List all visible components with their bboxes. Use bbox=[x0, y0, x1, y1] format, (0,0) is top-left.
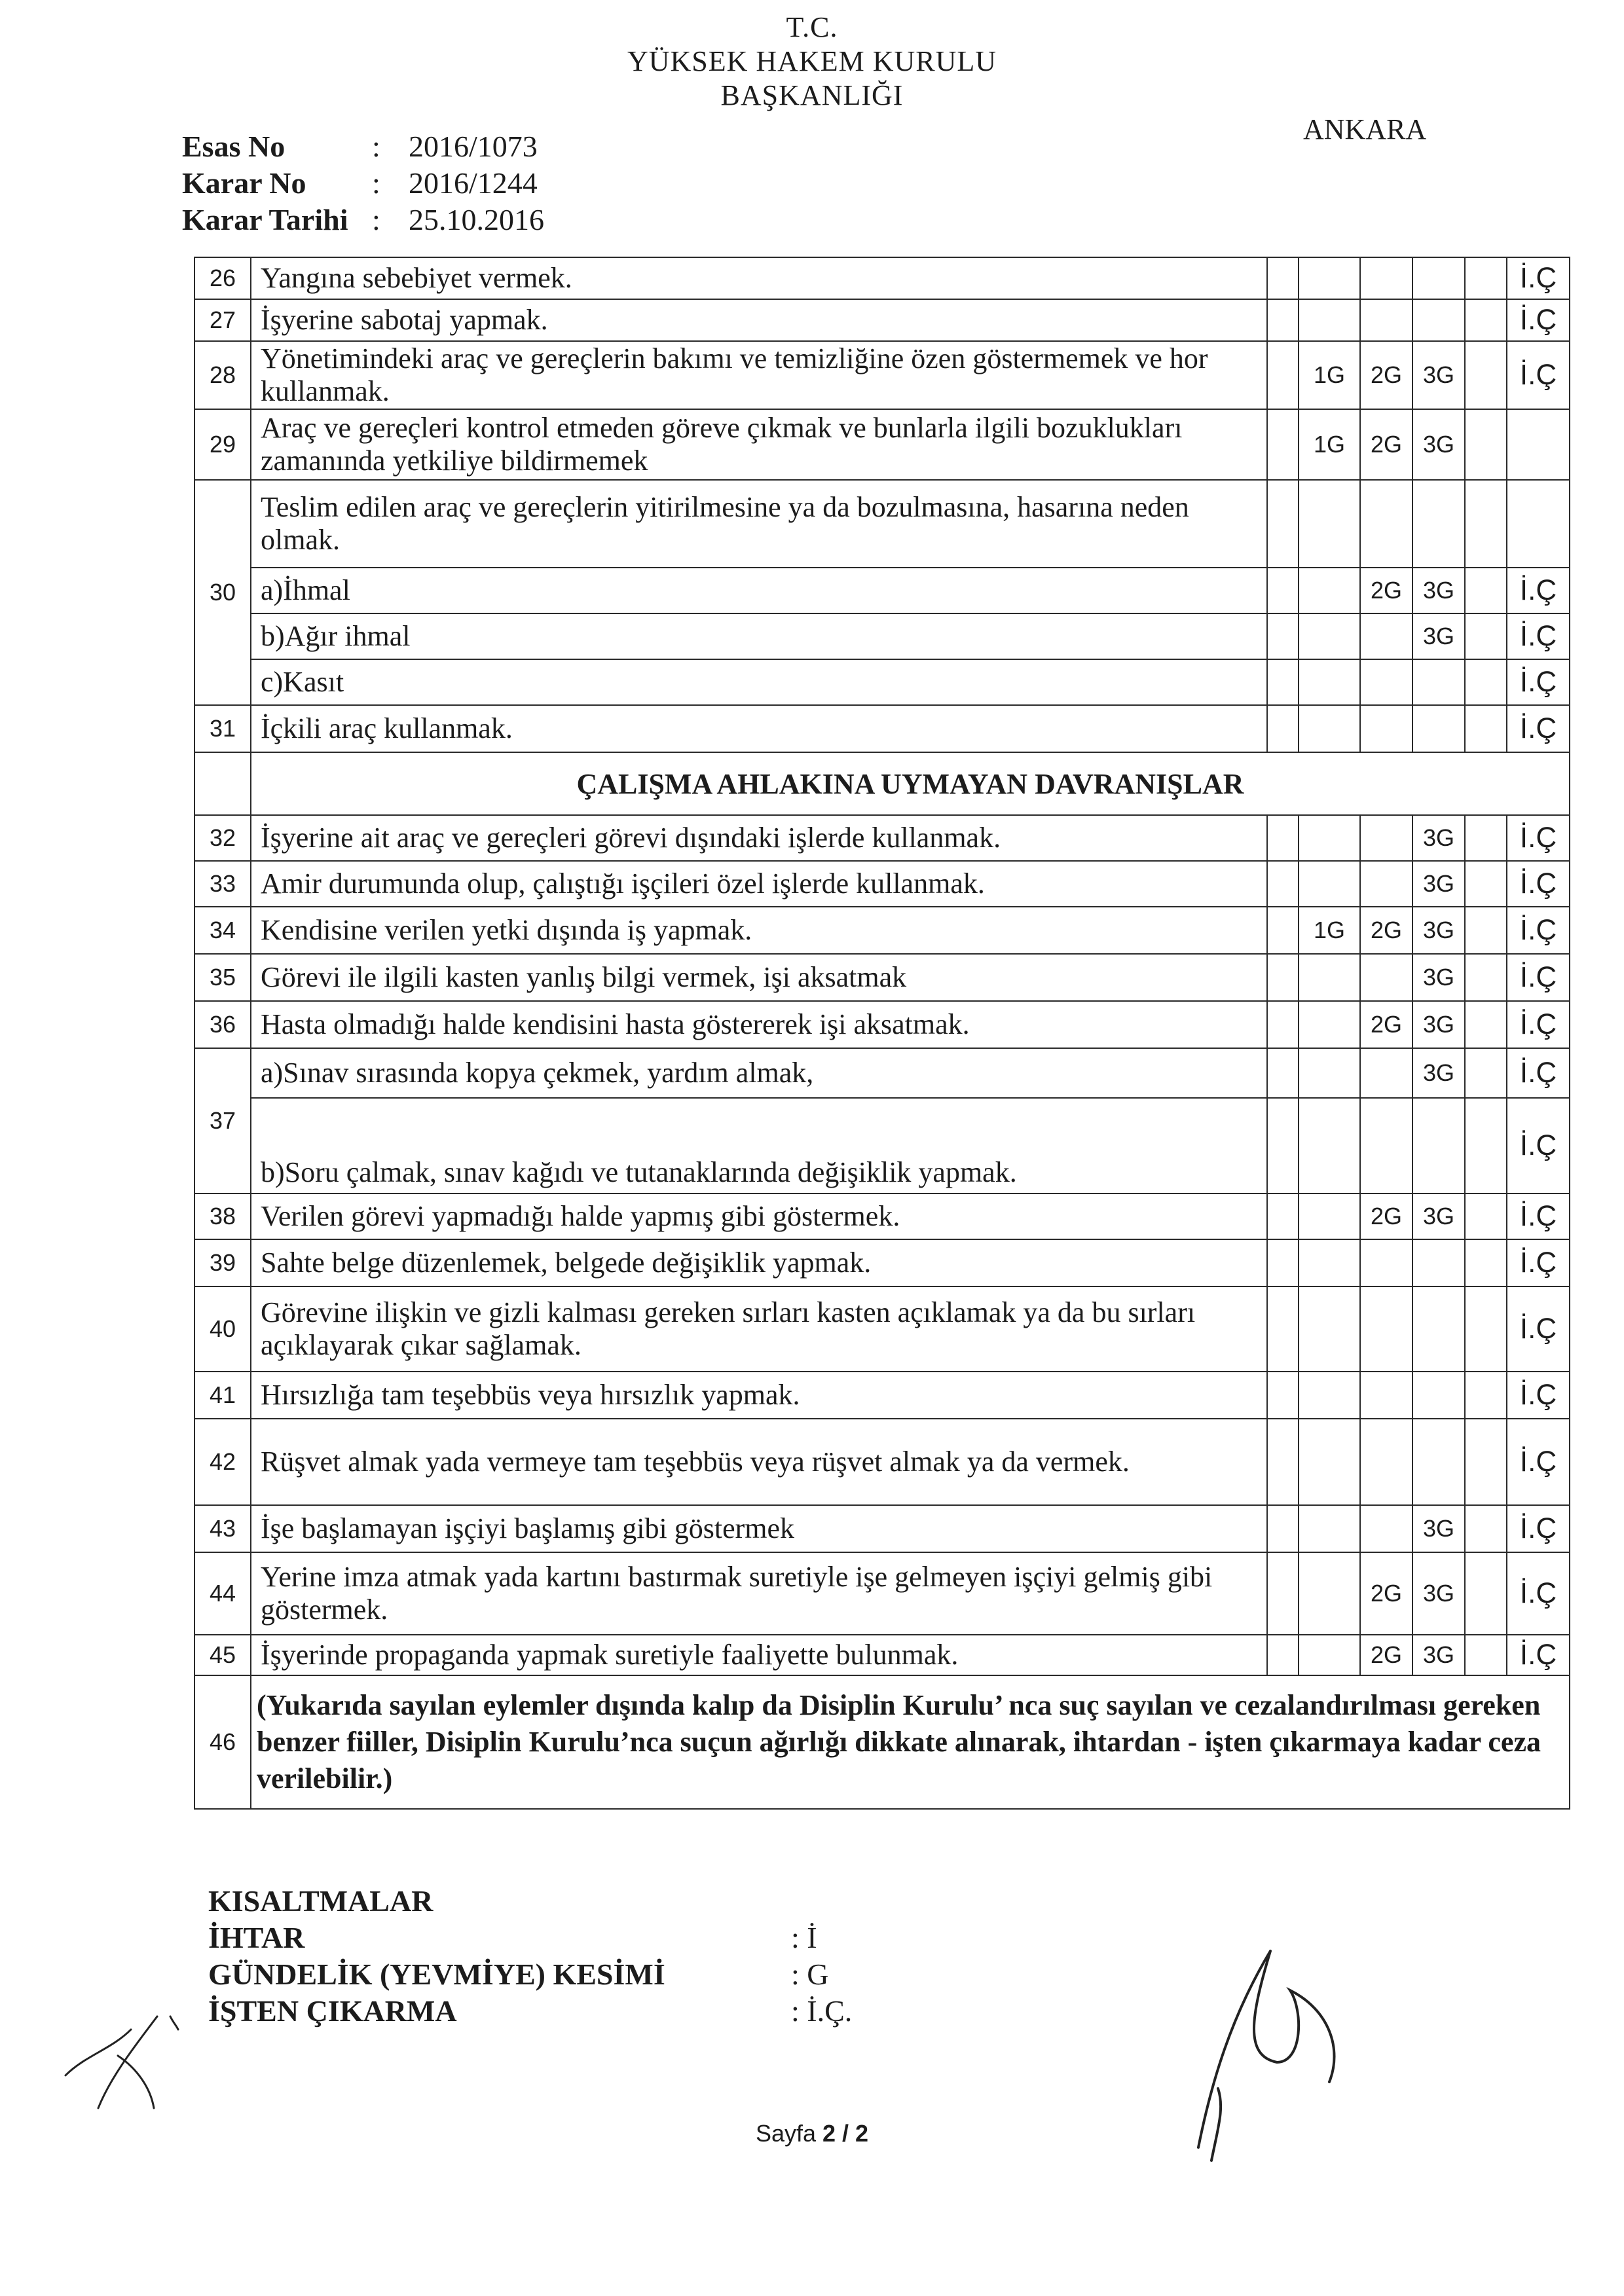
meta-label: Karar Tarihi bbox=[182, 203, 348, 236]
penalty-3g bbox=[1412, 1239, 1465, 1286]
row-description: Rüşvet almak yada vermeye tam teşebbüs veya rüşvet almak ya da vermek. bbox=[251, 1419, 1267, 1505]
row-description: b)Soru çalmak, sınav kağıdı ve tutanaklarında değişiklik yapmak. bbox=[251, 1098, 1267, 1194]
penalty-dismissal: İ.Ç bbox=[1507, 1505, 1570, 1552]
table-row bbox=[194, 1635, 1570, 1675]
meta-row-tarih bbox=[182, 202, 544, 238]
penalty-2g: 2G bbox=[1360, 1552, 1412, 1635]
penalty-1g: 1G bbox=[1299, 907, 1360, 954]
penalty-2g: 2G bbox=[1360, 409, 1412, 480]
penalty-3g: 3G bbox=[1412, 1505, 1465, 1552]
table-row bbox=[194, 705, 1570, 752]
row-description: İçkili araç kullanmak. bbox=[251, 705, 1267, 752]
row-number: 45 bbox=[194, 1635, 251, 1675]
table-row bbox=[194, 659, 1570, 705]
row-description: a)Sınav sırasında kopya çekmek, yardım almak, bbox=[251, 1048, 1267, 1098]
penalty-3g: 3G bbox=[1412, 1194, 1465, 1239]
penalty-dismissal: İ.Ç bbox=[1507, 1001, 1570, 1048]
penalty-3g bbox=[1412, 299, 1465, 341]
penalty-1g bbox=[1299, 954, 1360, 1001]
penalty-1g: 1G bbox=[1299, 409, 1360, 480]
penalty-dismissal: İ.Ç bbox=[1507, 954, 1570, 1001]
meta-row-esas bbox=[182, 128, 544, 165]
abbreviation-value: : İ.Ç. bbox=[791, 1994, 853, 2028]
row-description: Hasta olmadığı halde kendisini hasta göstererek işi aksatmak. bbox=[251, 1001, 1267, 1048]
table-row bbox=[194, 1194, 1570, 1239]
row-number: 34 bbox=[194, 907, 251, 954]
row-number: 44 bbox=[194, 1552, 251, 1635]
penalty-2g: 2G bbox=[1360, 1001, 1412, 1048]
row-number: 42 bbox=[194, 1419, 251, 1505]
penalty-2g bbox=[1360, 613, 1412, 659]
table-row bbox=[194, 1098, 1570, 1194]
penalty-3g: 3G bbox=[1412, 815, 1465, 861]
row-number: 33 bbox=[194, 861, 251, 907]
row-number: 35 bbox=[194, 954, 251, 1001]
penalty-dismissal: İ.Ç bbox=[1507, 861, 1570, 907]
table-row bbox=[194, 861, 1570, 907]
row-number: 31 bbox=[194, 705, 251, 752]
penalty-2g: 2G bbox=[1360, 1194, 1412, 1239]
table-row bbox=[194, 815, 1570, 861]
row-number: 38 bbox=[194, 1194, 251, 1239]
meta-row-karar bbox=[182, 165, 544, 202]
penalty-3g bbox=[1412, 1372, 1465, 1419]
row-number: 36 bbox=[194, 1001, 251, 1048]
meta-label: Esas No bbox=[182, 130, 286, 163]
row-description: a)İhmal bbox=[251, 568, 1267, 613]
page-number: 2 / 2 bbox=[822, 2120, 869, 2147]
table-row bbox=[194, 341, 1570, 409]
abbreviations bbox=[208, 1883, 852, 2030]
penalty-dismissal: İ.Ç bbox=[1507, 1098, 1570, 1194]
row-description: c)Kasıt bbox=[251, 659, 1267, 705]
penalty-2g bbox=[1360, 299, 1412, 341]
penalty-dismissal: İ.Ç bbox=[1507, 1239, 1570, 1286]
table-row bbox=[194, 954, 1570, 1001]
row-description: Yerine imza atmak yada kartını bastırmak suretiyle işe gelmeyen işçiyi gelmiş gibi göstermek. bbox=[251, 1552, 1267, 1635]
penalty-1g: 1G bbox=[1299, 341, 1360, 409]
penalty-dismissal bbox=[1507, 409, 1570, 480]
header-line-tc: T.C. bbox=[786, 11, 838, 43]
table-row bbox=[194, 1001, 1570, 1048]
row-number: 43 bbox=[194, 1505, 251, 1552]
row-description: Kendisine verilen yetki dışında iş yapmak. bbox=[251, 907, 1267, 954]
row-description: Yangına sebebiyet vermek. bbox=[251, 257, 1267, 299]
abbreviation-value: : G bbox=[791, 1958, 829, 1991]
meta-value: 2016/1244 bbox=[409, 166, 538, 200]
penalty-2g bbox=[1360, 1419, 1412, 1505]
penalty-1g bbox=[1299, 1552, 1360, 1635]
table-row bbox=[194, 1419, 1570, 1505]
penalty-1g bbox=[1299, 1286, 1360, 1372]
penalty-3g: 3G bbox=[1412, 1552, 1465, 1635]
penalty-1g bbox=[1299, 1372, 1360, 1419]
row-description: Görevine ilişkin ve gizli kalması gereken sırları kasten açıklamak ya da bu sırları açıklayarak çıkar sağlamak. bbox=[251, 1286, 1267, 1372]
penalty-3g: 3G bbox=[1412, 1635, 1465, 1675]
penalty-3g: 3G bbox=[1412, 861, 1465, 907]
signature-left-icon bbox=[39, 1977, 196, 2134]
penalty-3g: 3G bbox=[1412, 568, 1465, 613]
row-description: Teslim edilen araç ve gereçlerin yitirilmesine ya da bozulmasına, hasarına neden olmak. bbox=[251, 480, 1267, 568]
penalty-3g bbox=[1412, 1419, 1465, 1505]
meta-value: 2016/1073 bbox=[409, 130, 538, 163]
table-row bbox=[194, 613, 1570, 659]
penalty-2g bbox=[1360, 1372, 1412, 1419]
penalty-dismissal: İ.Ç bbox=[1507, 1048, 1570, 1098]
case-meta bbox=[182, 128, 544, 238]
table-row bbox=[194, 1552, 1570, 1635]
section-row bbox=[194, 752, 1570, 815]
penalty-3g: 3G bbox=[1412, 341, 1465, 409]
penalty-1g bbox=[1299, 1239, 1360, 1286]
table-row bbox=[194, 568, 1570, 613]
table-row bbox=[194, 1048, 1570, 1098]
table-row bbox=[194, 480, 1570, 568]
penalty-2g bbox=[1360, 659, 1412, 705]
row-number: 46 bbox=[194, 1675, 251, 1809]
penalty-1g bbox=[1299, 815, 1360, 861]
abbreviation-label: İHTAR bbox=[208, 1921, 305, 1954]
row-description: Sahte belge düzenlemek, belgede değişiklik yapmak. bbox=[251, 1239, 1267, 1286]
meta-sep: : bbox=[372, 166, 380, 200]
row-description: İşyerine ait araç ve gereçleri görevi dışındaki işlerde kullanmak. bbox=[251, 815, 1267, 861]
penalty-2g bbox=[1360, 954, 1412, 1001]
penalty-dismissal: İ.Ç bbox=[1507, 568, 1570, 613]
penalty-3g bbox=[1412, 1098, 1465, 1194]
penalty-2g: 2G bbox=[1360, 341, 1412, 409]
abbreviation-value: : İ bbox=[791, 1921, 817, 1954]
table-row bbox=[194, 1675, 1570, 1809]
row-description: Araç ve gereçleri kontrol etmeden göreve çıkmak ve bunlarla ilgili bozuklukları zamanında yetkiliye bildirmemek bbox=[251, 409, 1267, 480]
penalty-1g bbox=[1299, 1001, 1360, 1048]
row-description: Yönetimindeki araç ve gereçlerin bakımı ve temizliğine özen göstermemek ve hor kullanmak. bbox=[251, 341, 1267, 409]
abbreviation-label: GÜNDELİK (YEVMİYE) KESİMİ bbox=[208, 1958, 665, 1991]
row-description: Görevi ile ilgili kasten yanlış bilgi vermek, işi aksatmak bbox=[251, 954, 1267, 1001]
penalty-1g bbox=[1299, 299, 1360, 341]
header-line-institution: YÜKSEK HAKEM KURULU bbox=[627, 45, 997, 77]
section-title: ÇALIŞMA AHLAKINA UYMAYAN DAVRANIŞLAR bbox=[251, 752, 1570, 815]
row-description: İşe başlamayan işçiyi başlamış gibi göstermek bbox=[251, 1505, 1267, 1552]
row-number: 29 bbox=[194, 409, 251, 480]
penalty-3g: 3G bbox=[1412, 613, 1465, 659]
table-row bbox=[194, 907, 1570, 954]
row-number: 27 bbox=[194, 299, 251, 341]
table-row bbox=[194, 257, 1570, 299]
penalty-2g bbox=[1360, 815, 1412, 861]
penalty-1g bbox=[1299, 659, 1360, 705]
penalty-1g bbox=[1299, 257, 1360, 299]
penalty-1g bbox=[1299, 1419, 1360, 1505]
table-row bbox=[194, 1372, 1570, 1419]
page-footer bbox=[0, 2120, 1624, 2147]
penalty-1g bbox=[1299, 1048, 1360, 1098]
penalty-3g: 3G bbox=[1412, 1001, 1465, 1048]
abbreviation-item bbox=[208, 1920, 852, 1956]
row-number: 40 bbox=[194, 1286, 251, 1372]
row-description: b)Ağır ihmal bbox=[251, 613, 1267, 659]
penalty-3g: 3G bbox=[1412, 907, 1465, 954]
penalty-table bbox=[194, 257, 1570, 1810]
penalty-dismissal: İ.Ç bbox=[1507, 1372, 1570, 1419]
meta-sep: : bbox=[372, 130, 380, 163]
penalty-3g bbox=[1412, 659, 1465, 705]
penalty-1g bbox=[1299, 613, 1360, 659]
penalty-2g bbox=[1360, 1286, 1412, 1372]
penalty-dismissal: İ.Ç bbox=[1507, 907, 1570, 954]
abbreviation-label: İŞTEN ÇIKARMA bbox=[208, 1994, 457, 2028]
penalty-dismissal: İ.Ç bbox=[1507, 705, 1570, 752]
meta-label: Karar No bbox=[182, 166, 306, 200]
penalty-2g: 2G bbox=[1360, 907, 1412, 954]
penalty-dismissal: İ.Ç bbox=[1507, 1286, 1570, 1372]
penalty-dismissal: İ.Ç bbox=[1507, 1552, 1570, 1635]
penalty-dismissal: İ.Ç bbox=[1507, 815, 1570, 861]
row-number: 41 bbox=[194, 1372, 251, 1419]
row-description: İşyerine sabotaj yapmak. bbox=[251, 299, 1267, 341]
header-line-presidency: BAŞKANLIĞI bbox=[720, 79, 904, 111]
penalty-2g bbox=[1360, 705, 1412, 752]
penalty-3g bbox=[1412, 705, 1465, 752]
penalty-2g bbox=[1360, 1098, 1412, 1194]
penalty-1g bbox=[1299, 1098, 1360, 1194]
penalty-2g bbox=[1360, 257, 1412, 299]
penalty-dismissal: İ.Ç bbox=[1507, 299, 1570, 341]
row-description: (Yukarıda sayılan eylemler dışında kalıp da Disiplin Kurulu’ nca suç sayılan ve cezalandırılması gereken benzer fiiller, Disiplin Kurulu’nca suçun ağırlığı dikkate alınarak, ihtardan - işten çıkarmaya kadar ceza verilebilir.) bbox=[251, 1675, 1570, 1809]
penalty-3g: 3G bbox=[1412, 954, 1465, 1001]
row-description: Amir durumunda olup, çalıştığı işçileri özel işlerde kullanmak. bbox=[251, 861, 1267, 907]
penalty-dismissal: İ.Ç bbox=[1507, 1194, 1570, 1239]
penalty-dismissal: İ.Ç bbox=[1507, 341, 1570, 409]
row-number: 28 bbox=[194, 341, 251, 409]
penalty-dismissal: İ.Ç bbox=[1507, 659, 1570, 705]
penalty-3g: 3G bbox=[1412, 409, 1465, 480]
penalty-1g bbox=[1299, 1635, 1360, 1675]
row-number: 37 bbox=[194, 1048, 251, 1194]
row-description: İşyerinde propaganda yapmak suretiyle faaliyette bulunmak. bbox=[251, 1635, 1267, 1675]
penalty-1g bbox=[1299, 705, 1360, 752]
row-number: 39 bbox=[194, 1239, 251, 1286]
table-row bbox=[194, 1286, 1570, 1372]
abbreviation-item bbox=[208, 1956, 852, 1993]
penalty-1g bbox=[1299, 861, 1360, 907]
table-row bbox=[194, 299, 1570, 341]
penalty-dismissal: İ.Ç bbox=[1507, 257, 1570, 299]
penalty-2g bbox=[1360, 1239, 1412, 1286]
table-row bbox=[194, 409, 1570, 480]
row-description: Verilen görevi yapmadığı halde yapmış gibi göstermek. bbox=[251, 1194, 1267, 1239]
table-row bbox=[194, 1505, 1570, 1552]
abbreviation-item bbox=[208, 1993, 852, 2030]
penalty-3g bbox=[1412, 257, 1465, 299]
city-label: ANKARA bbox=[1303, 113, 1427, 145]
meta-sep: : bbox=[372, 203, 380, 236]
penalty-2g: 2G bbox=[1360, 1635, 1412, 1675]
row-number: 32 bbox=[194, 815, 251, 861]
page-prefix: Sayfa bbox=[755, 2120, 822, 2147]
penalty-dismissal: İ.Ç bbox=[1507, 1635, 1570, 1675]
penalty-2g: 2G bbox=[1360, 568, 1412, 613]
meta-value: 25.10.2016 bbox=[409, 203, 544, 236]
penalty-1g bbox=[1299, 568, 1360, 613]
penalty-2g bbox=[1360, 1048, 1412, 1098]
document-header bbox=[0, 10, 1624, 113]
penalty-2g bbox=[1360, 1505, 1412, 1552]
penalty-1g bbox=[1299, 1505, 1360, 1552]
table-row bbox=[194, 1239, 1570, 1286]
penalty-3g: 3G bbox=[1412, 1048, 1465, 1098]
penalty-2g bbox=[1360, 861, 1412, 907]
row-description: Hırsızlığa tam teşebbüs veya hırsızlık yapmak. bbox=[251, 1372, 1267, 1419]
row-number: 30 bbox=[194, 480, 251, 705]
penalty-1g bbox=[1299, 1194, 1360, 1239]
row-number: 26 bbox=[194, 257, 251, 299]
penalty-dismissal: İ.Ç bbox=[1507, 1419, 1570, 1505]
penalty-3g bbox=[1412, 1286, 1465, 1372]
penalty-dismissal: İ.Ç bbox=[1507, 613, 1570, 659]
abbreviations-title: KISALTMALAR bbox=[208, 1884, 434, 1918]
